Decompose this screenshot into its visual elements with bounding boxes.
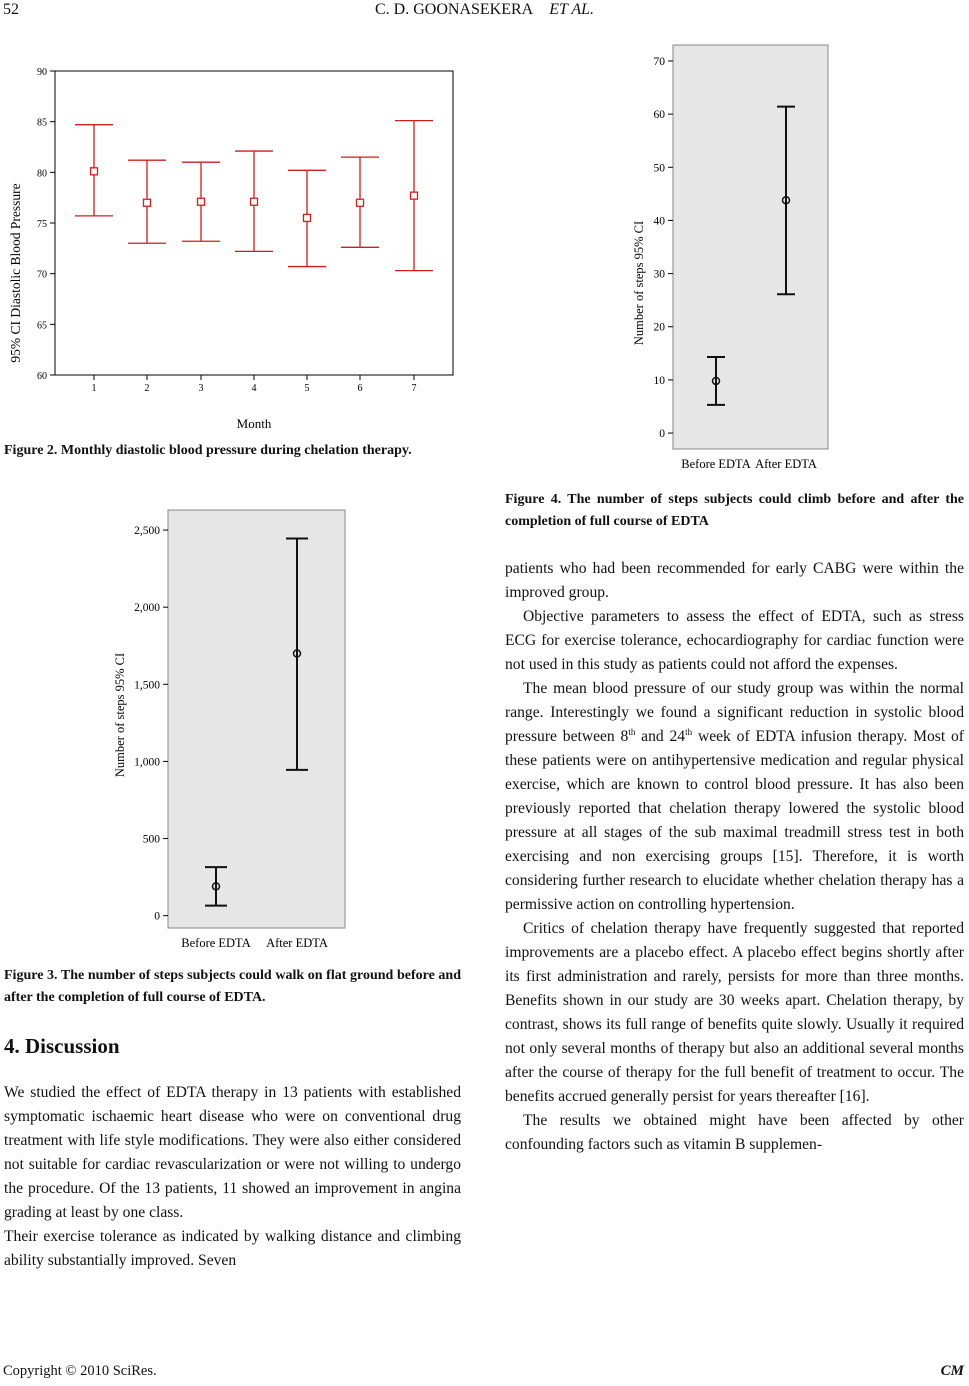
fig3-y-axis xyxy=(134,525,168,923)
fig2-y-axis xyxy=(37,67,55,382)
x-tick-label: After EDTA xyxy=(266,936,328,950)
y-tick-label: 50 xyxy=(653,162,665,175)
x-tick-label: 7 xyxy=(411,383,417,394)
y-tick-label: 65 xyxy=(37,320,47,332)
x-tick-label: Before EDTA xyxy=(681,457,751,471)
figure-4-caption: Figure 4. The number of steps subjects could climb before and after the completion of full course of EDTA xyxy=(505,492,964,529)
left-column-text xyxy=(4,1081,461,1273)
y-tick-label: 0 xyxy=(659,428,665,441)
y-tick-label: 60 xyxy=(37,371,47,382)
running-head-authors: C. D. GOONASEKERA xyxy=(375,1,534,18)
y-tick-label: 90 xyxy=(37,67,47,78)
mean-marker xyxy=(251,198,258,205)
fig4-x-axis xyxy=(681,457,817,471)
p3-part-c: week of EDTA infusion therapy. Most of these patients were on antihypertensive medication and regular physical exercise, which are known to control blood pressure. It has also been previously reported that chelation therapy lowered the systolic blood pressure at all stages of the sub maximal treadmill stress test in both exercising and non exercising groups [15]. Therefore, it is worth considering further research to elucidate whether chelation therapy has a permissive action on controlling hypertension. xyxy=(505,728,965,913)
page-number: 52 xyxy=(3,1,19,18)
right-paragraph-4: Critics of chelation therapy have frequently suggested that reported improvements are a placebo effect. A placebo effect begins shortly after its first administration and rarely, persists for more than three months. Benefits shown in our study are 30 weeks apart. Chelation therapy, by contrast, shows its full range of benefits quite slowly. Usually it required not only several months of therapy but also an additional several months after the course of therapy for the full benefit of treatment to occur. The benefits accrued generally persist for years thereafter [16]. xyxy=(505,920,964,1105)
fig2-x-axis-label: Month xyxy=(236,416,272,431)
x-tick-label: 5 xyxy=(304,383,310,394)
mean-marker xyxy=(198,198,205,205)
p3-superscript-2: th xyxy=(685,726,693,737)
y-tick-label: 30 xyxy=(653,268,665,281)
fig4-plot-frame xyxy=(673,45,828,449)
running-head xyxy=(0,1,969,19)
fig4-y-axis-label: Number of steps 95% CI xyxy=(632,220,646,346)
mean-marker xyxy=(304,214,311,221)
footer-journal: CM xyxy=(940,1363,964,1379)
mean-marker xyxy=(144,199,151,206)
x-tick-label: 2 xyxy=(144,383,150,394)
footer-copyright: Copyright © 2010 SciRes. xyxy=(3,1363,157,1379)
left-paragraph-2: Their exercise tolerance as indicated by walking distance and climbing ability substantially improved. Seven xyxy=(4,1228,461,1269)
y-tick-label: 2,500 xyxy=(134,525,160,538)
mean-marker xyxy=(411,192,418,199)
y-tick-label: 70 xyxy=(37,269,47,281)
x-tick-label: Before EDTA xyxy=(181,936,251,950)
right-column-text xyxy=(505,557,964,1157)
y-tick-label: 20 xyxy=(653,321,665,334)
figure-3-caption: Figure 3. The number of steps subjects could walk on flat ground before and after the completion of full course of EDTA. xyxy=(4,968,461,1005)
x-tick-label: 1 xyxy=(91,383,97,394)
right-paragraph-1: patients who had been recommended for early CABG were within the improved group. xyxy=(505,560,964,601)
fig2-y-axis-label: 95% CI Diastolic Blood Pressure xyxy=(8,183,23,363)
fig4-y-axis xyxy=(654,56,674,440)
y-tick-label: 2,000 xyxy=(134,602,160,615)
y-tick-label: 85 xyxy=(37,117,47,129)
fig3-x-axis xyxy=(181,936,328,950)
fig3-plot-frame xyxy=(168,510,345,928)
figure-4-chart xyxy=(610,40,840,480)
right-paragraph-3 xyxy=(505,677,964,917)
mean-marker xyxy=(357,199,364,206)
y-tick-label: 70 xyxy=(653,55,665,68)
fig3-y-axis-label: Number of steps 95% CI xyxy=(113,652,127,778)
p3-part-a: The mean blood pressure of our study group was within the normal range. Interestingly we found a significant reduction in systolic blood pressure between 8 xyxy=(505,680,964,745)
x-tick-label: 3 xyxy=(198,383,204,394)
right-paragraph-5: The results we obtained might have been affected by other confounding factors such as vitamin B supplemen- xyxy=(505,1112,964,1153)
y-tick-label: 500 xyxy=(142,833,160,846)
y-tick-label: 60 xyxy=(653,109,665,122)
running-head-etal: ET AL. xyxy=(549,1,594,18)
y-tick-label: 75 xyxy=(37,219,47,230)
x-tick-label: 6 xyxy=(357,383,363,394)
figure-3-chart xyxy=(100,505,360,955)
x-tick-label: After EDTA xyxy=(755,457,817,471)
figure-2-caption: Figure 2. Monthly diastolic blood pressure during chelation therapy. xyxy=(4,443,412,458)
y-tick-label: 40 xyxy=(653,215,665,228)
p3-superscript-1: th xyxy=(628,726,636,737)
y-tick-label: 0 xyxy=(154,910,160,923)
y-tick-label: 1,500 xyxy=(134,679,160,692)
fig2-x-axis xyxy=(92,375,417,394)
section-heading: 4. Discussion xyxy=(4,1034,120,1058)
y-tick-label: 10 xyxy=(653,374,665,387)
x-tick-label: 4 xyxy=(251,383,257,394)
left-paragraph-1: We studied the effect of EDTA therapy in 13 patients with established symptomatic ischaemic heart disease who were on conventional drug treatment with life style modifications. They were also either considered not suitable for cardiac revascularization or were not willing to undergo the procedure. Of the 13 patients, 11 showed an improvement in angina grading at least by one class. xyxy=(4,1084,461,1221)
y-tick-label: 80 xyxy=(37,168,47,180)
y-tick-label: 1,000 xyxy=(134,756,160,769)
right-paragraph-2: Objective parameters to assess the effect of EDTA, such as stress ECG for exercise tolerance, echocardiography for cardiac function were not used in this study as patients could not afford the expenses. xyxy=(505,608,964,673)
p3-part-b: and 24 xyxy=(635,728,686,745)
mean-marker xyxy=(91,168,98,175)
figure-2-chart xyxy=(0,55,470,435)
